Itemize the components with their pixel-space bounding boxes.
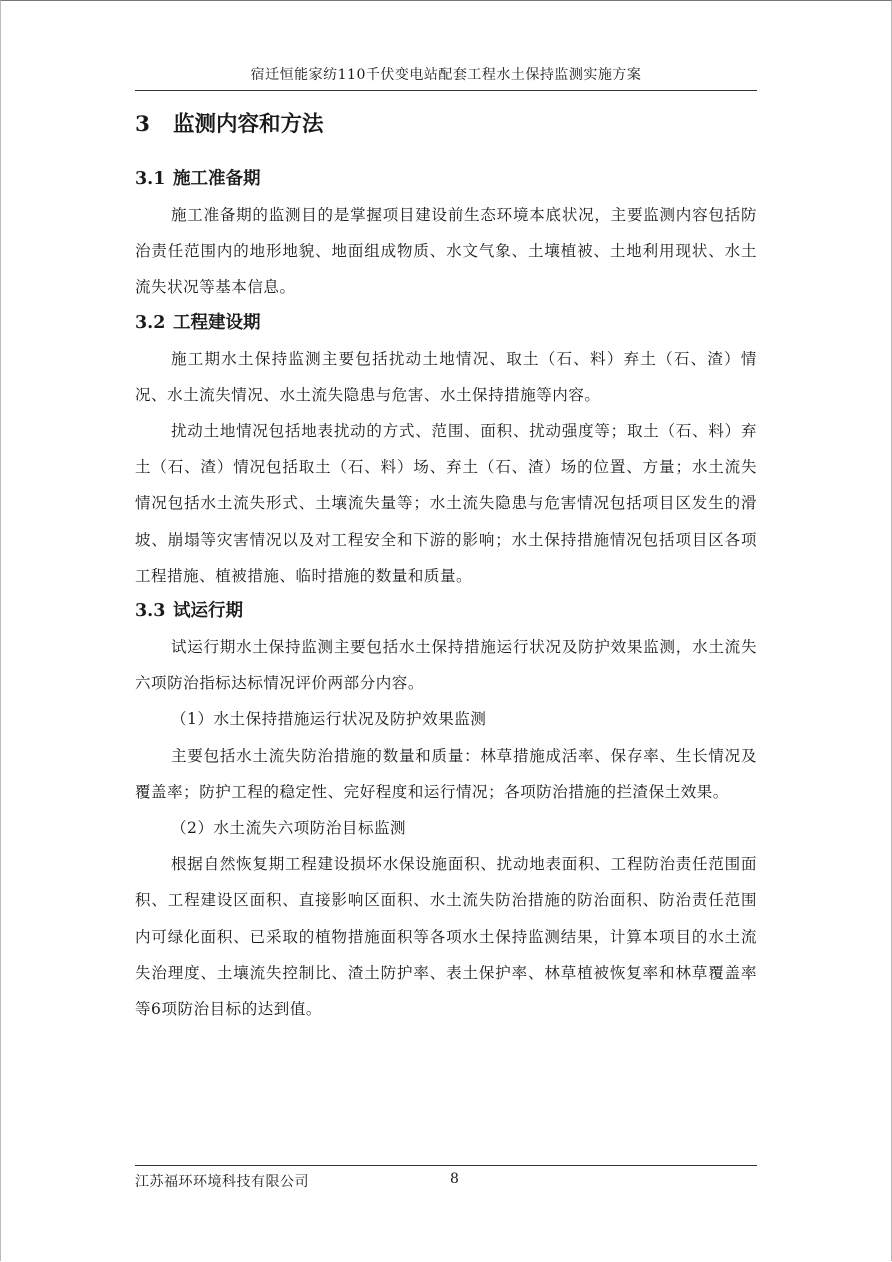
chapter-number: 3	[135, 112, 150, 137]
section-heading-3-2	[135, 306, 757, 341]
numbered-item-heading: （2）水土流失六项防治目标监测	[171, 819, 407, 838]
chapter-title: 监测内容和方法	[173, 112, 324, 137]
page-number: 8	[450, 1171, 459, 1187]
section-title: 施工准备期	[173, 169, 261, 189]
chapter-heading	[135, 106, 757, 144]
running-header: 宿迁恒能家纺110千伏变电站配套工程水土保持监测实施方案	[135, 64, 757, 91]
paragraph: 施工准备期的监测目的是掌握项目建设前生态环境本底状况，主要监测内容包括防治责任范围内的地形地貌、地面组成物质、水文气象、土壤植被、土地利用现状、水土流失状况等基本信息。	[135, 206, 757, 297]
page-footer	[135, 1165, 757, 1193]
section-title: 工程建设期	[173, 312, 261, 333]
section-number: 3.2	[135, 312, 166, 333]
section-number: 3.1	[135, 169, 166, 189]
section-title: 试运行期	[173, 601, 243, 622]
paragraph: 试运行期水土保持监测主要包括水土保持措施运行状况及防护效果监测，水土流失六项防治指标达标情况评价两部分内容。	[135, 638, 757, 693]
footer-company: 江苏福环环境科技有限公司	[135, 1174, 309, 1190]
paragraph: 扰动土地情况包括地表扰动的方式、范围、面积、扰动强度等；取土（石、料）弃土（石、渣）情况包括取土（石、料）场、弃土（石、渣）场的位置、方量；水土流失情况包括水土流失形式、土壤流失量等；水土流失隐患与危害情况包括项目区发生的滑坡、崩塌等灾害情况以及对工程安全和下游的影响；水土保持措施情况包括项目区各项工程措施、植被措施、临时措施的数量和质量。	[135, 422, 757, 585]
section-heading-3-3	[135, 594, 757, 629]
numbered-item-heading: （1）水土保持措施运行状况及防护效果监测	[171, 710, 487, 729]
paragraph: 施工期水土保持监测主要包括扰动土地情况、取土（石、料）弃土（石、渣）情况、水土流失情况、水土流失隐患与危害、水土保持措施等内容。	[135, 349, 757, 404]
document-body	[135, 106, 757, 1027]
paragraph: 根据自然恢复期工程建设损坏水保设施面积、扰动地表面积、工程防治责任范围面积、工程建设区面积、直接影响区面积、水土流失防治措施的防治面积、防治责任范围内可绿化面积、已采取的植物措施面积等各项水土保持监测结果，计算本项目的水土流失治理度、土壤流失控制比、渣土防护率、表土保护率、林草植被恢复率和林草覆盖率等6项防治目标的达到值。	[135, 855, 757, 1019]
paragraph: 主要包括水土流失防治措施的数量和质量：林草措施成活率、保存率、生长情况及覆盖率；防护工程的稳定性、完好程度和运行情况；各项防治措施的拦渣保土效果。	[135, 746, 757, 801]
section-heading-3-1	[135, 162, 757, 197]
section-number: 3.3	[135, 601, 166, 622]
